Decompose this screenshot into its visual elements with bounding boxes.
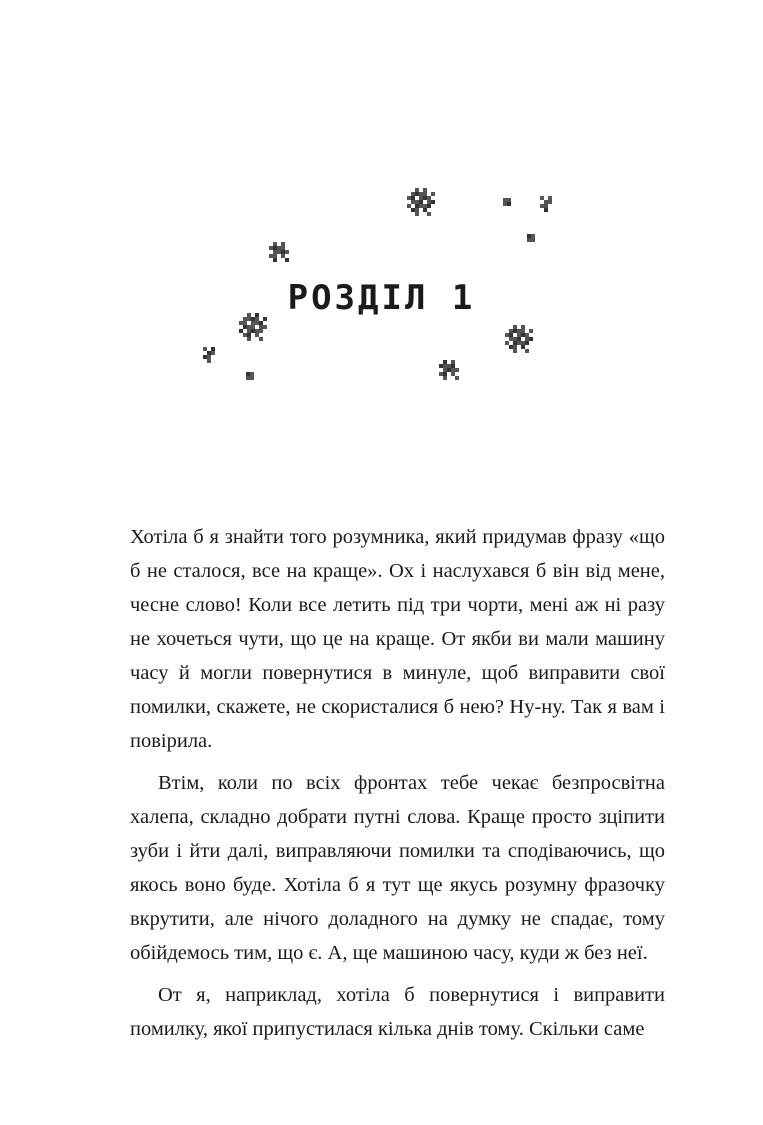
pixel xyxy=(431,200,435,204)
pixel-star-icon xyxy=(269,242,289,262)
pixel xyxy=(247,329,251,333)
pixel xyxy=(544,204,548,208)
pixel xyxy=(439,372,443,376)
pixel xyxy=(525,337,529,341)
pixel xyxy=(451,360,455,364)
pixel xyxy=(503,202,507,206)
pixel-star-icon xyxy=(527,234,535,242)
pixel xyxy=(431,192,435,196)
pixel xyxy=(439,364,443,368)
pixel xyxy=(513,349,517,353)
chapter-body xyxy=(130,520,665,1054)
pixel xyxy=(423,208,427,212)
pixel xyxy=(423,196,427,200)
paragraph-1: Хотіла б я знайти того розумника, який придумав фразу «що б не сталося, все на краще». Ох і наслухався б він від мене, чесне слово! Коли все летить під три чорти, мені аж ні разу не хочеться чути, що це на краще. От якби ви мали машину часу й могли повернутися в минуле, щоб виправити свої помилки, скажете, не скористалися б нею? Ну-ну. Так я вам і повірила. xyxy=(130,526,665,752)
pixel xyxy=(411,208,415,212)
pixel xyxy=(427,212,431,216)
pixel xyxy=(251,321,255,325)
pixel xyxy=(246,376,250,380)
pixel xyxy=(285,258,289,262)
pixel xyxy=(517,329,521,333)
paragraph-3: От я, наприклад, хотіла б повернутися і виправити помилку, якої припустилася кілька днів тому. Скільки саме xyxy=(130,984,665,1040)
pixel xyxy=(505,341,509,345)
pixel xyxy=(521,341,525,345)
pixel xyxy=(525,333,529,337)
pixel xyxy=(419,200,423,204)
pixel xyxy=(427,200,431,204)
pixel xyxy=(548,196,552,200)
chapter-header xyxy=(0,170,763,400)
pixel-star-icon xyxy=(503,198,511,206)
pixel xyxy=(548,200,552,204)
pixel xyxy=(407,204,411,208)
pixel xyxy=(529,337,533,341)
pixel xyxy=(521,333,525,337)
pixel xyxy=(544,200,548,204)
pixel xyxy=(211,347,215,351)
pixel xyxy=(455,376,459,380)
pixel xyxy=(419,196,423,200)
pixel xyxy=(259,321,263,325)
pixel xyxy=(277,250,281,254)
pixel xyxy=(513,337,517,341)
pixel-star-icon xyxy=(439,360,459,380)
pixel xyxy=(509,333,513,337)
pixel xyxy=(513,341,517,345)
pixel xyxy=(427,204,431,208)
pixel xyxy=(509,329,513,333)
pixel xyxy=(415,200,419,204)
pixel xyxy=(529,329,533,333)
pixel xyxy=(544,208,548,212)
pixel xyxy=(263,325,267,329)
pixel xyxy=(246,372,250,376)
pixel xyxy=(415,208,419,212)
pixel xyxy=(207,351,211,355)
pixel xyxy=(507,202,511,206)
pixel xyxy=(251,325,255,329)
pixel xyxy=(513,345,517,349)
pixel xyxy=(451,364,455,368)
pixel xyxy=(517,333,521,337)
pixel xyxy=(269,254,273,258)
pixel xyxy=(505,333,509,337)
pixel xyxy=(239,329,243,333)
pixel xyxy=(415,188,419,192)
pixel xyxy=(423,188,427,192)
pixel xyxy=(411,200,415,204)
pixel xyxy=(531,238,535,242)
pixel xyxy=(525,341,529,345)
pixel xyxy=(273,246,277,250)
pixel xyxy=(509,345,513,349)
pixel xyxy=(443,368,447,372)
pixel xyxy=(211,351,215,355)
pixel xyxy=(281,254,285,258)
pixel xyxy=(243,325,247,329)
pixel xyxy=(259,329,263,333)
pixel xyxy=(513,329,517,333)
pixel xyxy=(455,368,459,372)
pixel xyxy=(207,355,211,359)
pixel xyxy=(517,341,521,345)
pixel xyxy=(255,321,259,325)
pixel xyxy=(443,360,447,364)
pixel xyxy=(443,364,447,368)
pixel-star-icon xyxy=(540,196,552,212)
pixel xyxy=(281,246,285,250)
pixel xyxy=(285,250,289,254)
pixel xyxy=(411,192,415,196)
pixel xyxy=(503,198,507,202)
pixel xyxy=(443,376,447,380)
pixel xyxy=(273,242,277,246)
pixel xyxy=(243,321,247,325)
pixel xyxy=(243,333,247,337)
pixel xyxy=(540,196,544,200)
pixel xyxy=(247,325,251,329)
pixel xyxy=(521,345,525,349)
pixel xyxy=(419,192,423,196)
pixel xyxy=(513,325,517,329)
pixel xyxy=(411,196,415,200)
pixel xyxy=(273,250,277,254)
pixel xyxy=(203,347,207,351)
pixel xyxy=(269,246,273,250)
pixel xyxy=(427,196,431,200)
pixel-star-icon xyxy=(246,372,254,380)
pixel xyxy=(250,376,254,380)
pixel xyxy=(239,321,243,325)
pixel xyxy=(507,198,511,202)
pixel xyxy=(527,234,531,238)
pixel xyxy=(451,372,455,376)
pixel xyxy=(259,325,263,329)
pixel xyxy=(273,258,277,262)
pixel xyxy=(540,204,544,208)
pixel-star-icon xyxy=(203,347,215,363)
pixel xyxy=(247,337,251,341)
pixel xyxy=(251,329,255,333)
pixel xyxy=(250,372,254,376)
chapter-title: РОЗДІЛ 1 xyxy=(287,278,476,318)
pixel xyxy=(521,325,525,329)
pixel xyxy=(407,196,411,200)
pixel xyxy=(273,254,277,258)
pixel xyxy=(423,192,427,196)
pixel xyxy=(517,337,521,341)
pixel-star-icon xyxy=(407,188,435,216)
paragraph-2: Втім, коли по всіх фронтах тебе чекає безпросвітна халепа, складно добрати путні слова. Краще просто зціпити зуби і йти далі, виправляючи помилки та сподіваючись, що якось воно буде. Хотіла б я тут ще якусь розумну фразочку вкрутити, але нічого доладного на думку не спадає, тому обійдемось тим, що є. А, ще машиною часу, куди ж без неї. xyxy=(130,772,665,964)
pixel-star-icon xyxy=(505,325,533,353)
pixel xyxy=(443,372,447,376)
pixel xyxy=(247,333,251,337)
pixel xyxy=(415,212,419,216)
pixel xyxy=(415,204,419,208)
pixel xyxy=(447,364,451,368)
pixel xyxy=(531,234,535,238)
pixel xyxy=(527,238,531,242)
pixel xyxy=(415,192,419,196)
pixel xyxy=(423,204,427,208)
pixel xyxy=(255,329,259,333)
pixel xyxy=(255,333,259,337)
pixel xyxy=(419,204,423,208)
pixel xyxy=(281,242,285,246)
pixel xyxy=(509,337,513,341)
pixel xyxy=(521,329,525,333)
pixel xyxy=(447,368,451,372)
pixel xyxy=(525,349,529,353)
pixel xyxy=(207,359,211,363)
pixel xyxy=(451,368,455,372)
pixel xyxy=(203,355,207,359)
pixel xyxy=(277,246,281,250)
pixel xyxy=(281,250,285,254)
pixel xyxy=(259,337,263,341)
